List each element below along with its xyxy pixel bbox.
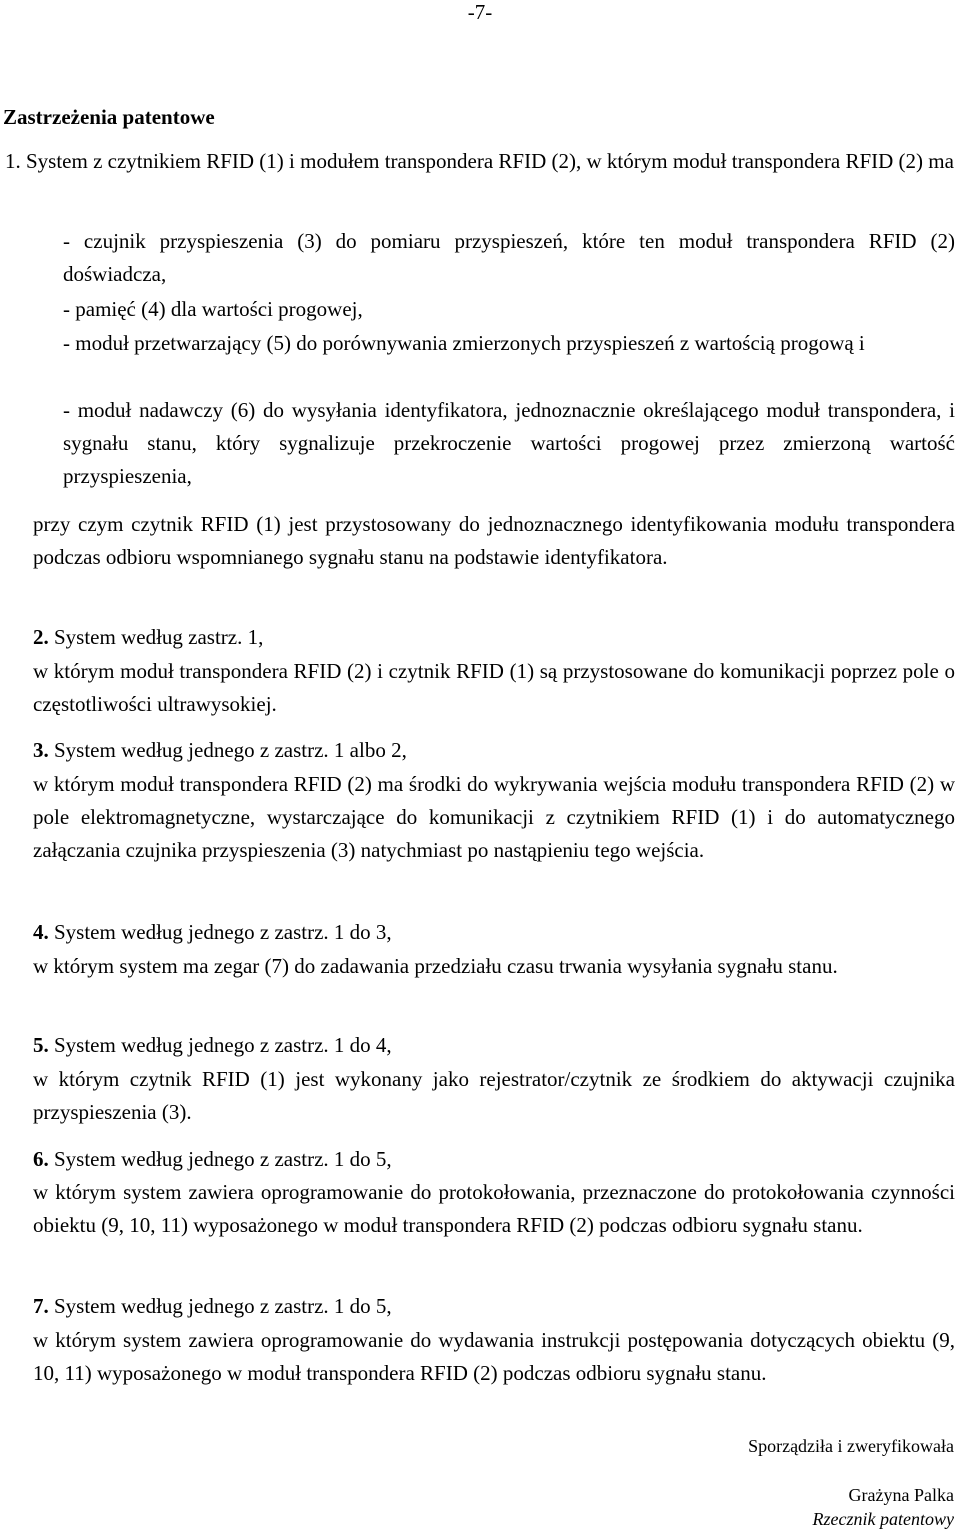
claim-4-body: w którym system ma zegar (7) do zadawania przedziału czasu trwania wysyłania sygnału stanu.	[33, 954, 838, 978]
claim-6-heading	[33, 1143, 955, 1176]
claim-1-intro	[5, 145, 955, 178]
claim-5-heading	[33, 1029, 955, 1062]
claim-7-body: w którym system zawiera oprogramowanie do wydawania instrukcji postępowania dotyczących obiektu (9, 10, 11) wyposażonego w moduł transpondera RFID (2) podczas odbioru sygnału stanu.	[33, 1328, 955, 1385]
claim-4-reference: System według jednego z zastrz. 1 do 3,	[48, 920, 392, 944]
claim-1-feature-1: - czujnik przyspieszenia (3) do pomiaru przyspieszeń, które ten moduł transpondera RFID (2) doświadcza,	[63, 229, 955, 286]
signatory-name: Grażyna Palka	[848, 1485, 954, 1505]
claim-2-number: 2.	[33, 625, 49, 649]
claim-2-body: w którym moduł transpondera RFID (2) i czytnik RFID (1) są przystosowane do komunikacji poprzez pole o częstotliwości ultrawysokiej.	[33, 659, 955, 716]
claim-2-reference: System według zastrz. 1,	[48, 625, 264, 649]
claim-1-closing: przy czym czytnik RFID (1) jest przystosowany do jednoznacznego identyfikowania modułu transpondera podczas odbioru wspomnianego sygnału stanu na podstawie identyfikatora.	[33, 512, 955, 569]
signature-line: Sporządziła i zweryfikowała	[748, 1436, 954, 1456]
claim-5-number: 5.	[33, 1033, 49, 1057]
claim-6-body: w którym system zawiera oprogramowanie do protokołowania, przeznaczone do protokołowania czynności obiektu (9, 10, 11) wyposażonego w moduł transpondera RFID (2) podczas odbioru sygnału stanu.	[33, 1180, 955, 1237]
claim-1-number: 1.	[5, 149, 21, 173]
claim-7-reference: System według jednego z zastrz. 1 do 5,	[48, 1294, 392, 1318]
claim-1-feature-2: - pamięć (4) dla wartości progowej,	[63, 297, 363, 321]
claim-7-number: 7.	[33, 1294, 49, 1318]
claim-4-heading	[33, 916, 955, 949]
claim-1-feature-3: - moduł przetwarzający (5) do porównywania zmierzonych przyspieszeń z wartością progową i	[63, 331, 865, 355]
claim-5-reference: System według jednego z zastrz. 1 do 4,	[48, 1033, 392, 1057]
claim-3-number: 3.	[33, 738, 49, 762]
claim-3-heading	[33, 734, 955, 767]
claim-5-body: w którym czytnik RFID (1) jest wykonany jako rejestrator/czytnik ze środkiem do aktywacji czujnika przyspieszenia (3).	[33, 1067, 955, 1124]
claim-1-feature-4: - moduł nadawczy (6) do wysyłania identyfikatora, jednoznacznie określającego moduł transpondera, i sygnału stanu, który sygnalizuje przekroczenie wartości progowej przez zmierzoną wartość przyspieszenia,	[63, 398, 955, 488]
claim-3-body: w którym moduł transpondera RFID (2) ma środki do wykrywania wejścia modułu transpondera RFID (2) w pole elektromagnetyczne, wystarczające do komunikacji z czytnikiem RFID (1) i do automatycznego załączania czujnika przyspieszenia (3) natychmiast po nastąpieniu tego wejścia.	[33, 772, 955, 862]
claim-3-reference: System według jednego z zastrz. 1 albo 2,	[48, 738, 407, 762]
claim-7-heading	[33, 1290, 955, 1323]
claim-6-reference: System według jednego z zastrz. 1 do 5,	[48, 1147, 392, 1171]
claim-4-number: 4.	[33, 920, 49, 944]
page-number: -7-	[467, 0, 493, 24]
claim-2-heading	[33, 621, 955, 654]
signatory-title: Rzecznik patentowy	[812, 1509, 954, 1529]
section-heading: Zastrzeżenia patentowe	[3, 105, 215, 129]
claim-6-number: 6.	[33, 1147, 49, 1171]
claim-1-intro-text: System z czytnikiem RFID (1) i modułem transpondera RFID (2), w którym moduł transpondera RFID (2) ma	[26, 149, 954, 173]
